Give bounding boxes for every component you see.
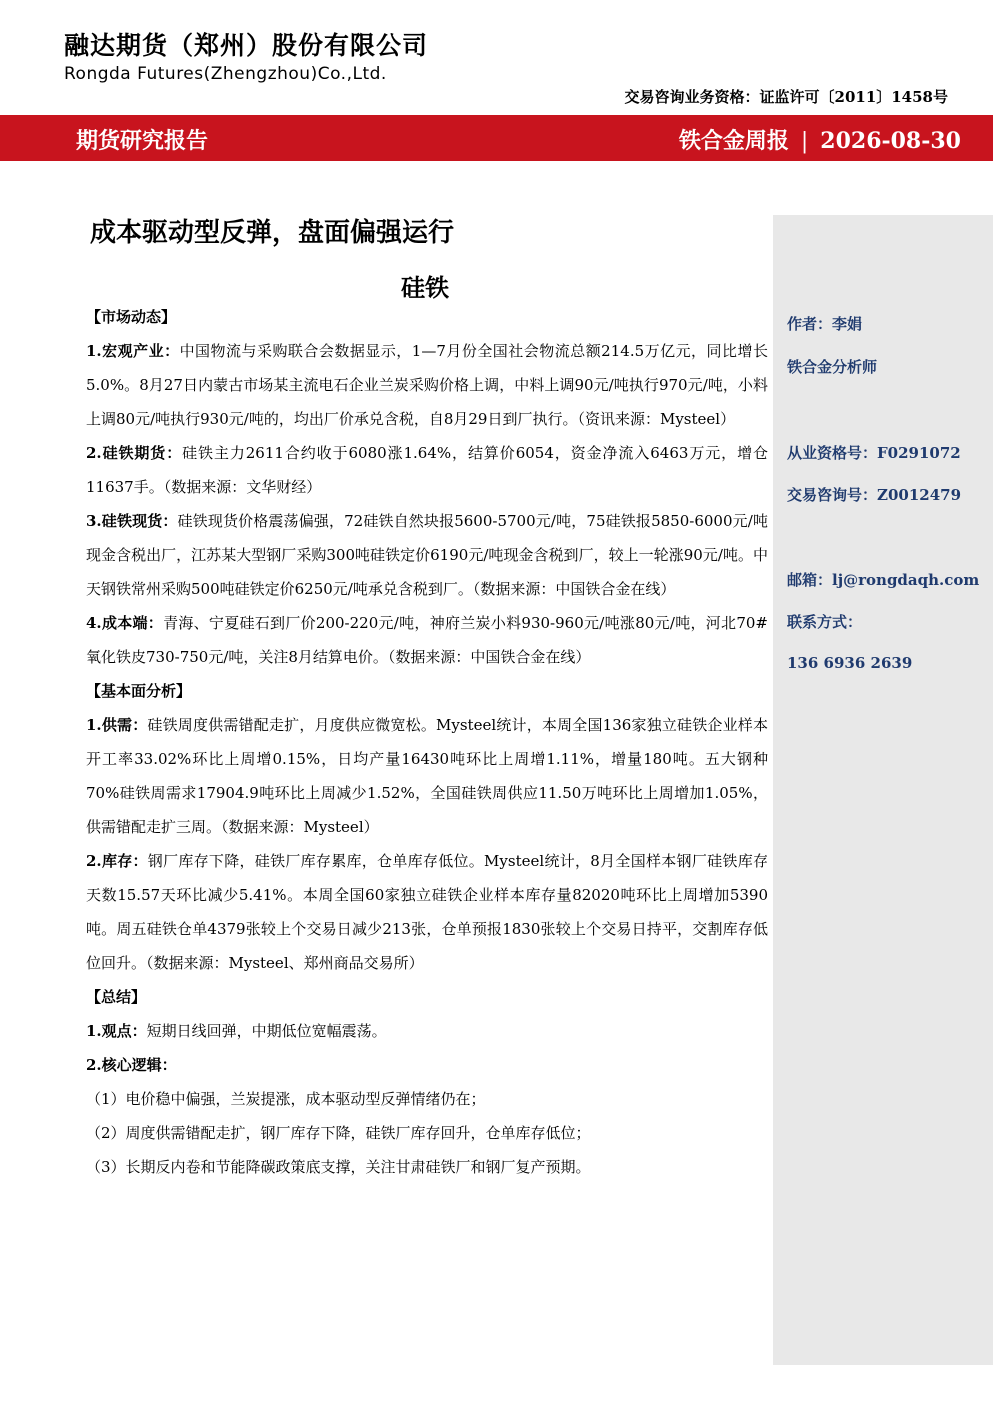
section-heading-summary: 【总结】 <box>86 988 147 1006</box>
banner-report-type: 铁合金周报 <box>678 128 789 154</box>
contact-label: 联系方式： <box>787 613 863 631</box>
paragraph-lead: 2.硅铁期货： <box>86 444 183 462</box>
paragraph-text: 硅铁现货价格震荡偏强，72硅铁自然块报5600-5700元/吨，75硅铁报5850-6000元/吨现金含税出厂，江苏某大型钢厂采购300吨硅铁定价6190元/吨现金含税到厂，较上一轮涨90元/吨。中天钢铁常州采购500吨硅铁定价6250元/吨承兑含税到厂。（数据来源：中国铁合金在线） <box>86 512 768 598</box>
report-banner <box>0 115 993 161</box>
report-body <box>86 300 768 1184</box>
paragraph-text: 钢厂库存下降，硅铁厂库存累库，仓单库存低位。Mysteel统计，8月全国样本钢厂硅铁库存天数15.57天环比减少5.41%。本周全国60家独立硅铁企业样本库存量82020吨环比上周增加5390吨。周五硅铁仓单4379张较上个交易日减少213张，仓单预报1830张较上个交易日持平，交割库存低位回升。（数据来源：Mysteel、郑州商品交易所） <box>86 852 768 972</box>
paragraph-spot <box>86 504 768 606</box>
author-role: 铁合金分析师 <box>787 358 878 376</box>
paragraph-text: 硅铁周度供需错配走扩，月度供应微宽松。Mysteel统计，本周全国136家独立硅铁企业样本开工率33.02%环比上周增0.15%，日均产量16430吨环比上周增1.11%，增量180吨。五大钢种70%硅铁周需求17904.9吨环比上周减少1.52%，全国硅铁周供应11.50万吨环比上周增加1.05%，供需错配走扩三周。（数据来源：Mysteel） <box>86 716 768 836</box>
contact-phone: 136 6936 2639 <box>787 654 913 672</box>
paragraph-supply-demand <box>86 708 768 844</box>
paragraph-lead: 3.硅铁现货： <box>86 512 178 530</box>
paragraph-text: 中国物流与采购联合会数据显示，1—7月份全国社会物流总额214.5万亿元，同比增长5.0%。8月27日内蒙古市场某主流电石企业兰炭采购价格上调，中料上调90元/吨执行970元/吨，小料上调80元/吨执行930元/吨的，均出厂价承兑含税，自8月29日到厂执行。（资讯来源：Mysteel） <box>86 342 768 428</box>
section-heading-fundamental: 【基本面分析】 <box>86 682 192 700</box>
logic-item: （1）电价稳中偏强，兰炭提涨，成本驱动型反弹情绪仍在； <box>86 1090 486 1108</box>
paragraph-lead: 1.观点： <box>86 1022 147 1040</box>
section-heading-market: 【市场动态】 <box>86 308 177 326</box>
paragraph-lead: 1.供需： <box>86 716 148 734</box>
report-title: 成本驱动型反弹，盘面偏强运行 <box>90 218 455 248</box>
qualification-number: 从业资格号：F0291072 <box>787 444 961 462</box>
author-sidebar <box>773 215 993 1365</box>
license-info: 交易咨询业务资格：证监许可〔2011〕1458号 <box>624 88 948 106</box>
paragraph-lead: 4.成本端： <box>86 614 164 632</box>
banner-separator: | <box>800 129 809 154</box>
paragraph-text: 硅铁主力2611合约收于6080涨1.64%，结算价6054，资金净流入6463万元，增仓11637手。（数据来源：文华财经） <box>86 444 768 496</box>
banner-report-category: 期货研究报告 <box>76 128 209 154</box>
company-name-en: Rongda Futures(Zhengzhou)Co.,Ltd. <box>64 64 387 84</box>
paragraph-view <box>86 1014 768 1048</box>
paragraph-inventory <box>86 844 768 980</box>
banner-report-info <box>679 124 961 155</box>
company-name-cn: 融达期货（郑州）股份有限公司 <box>64 31 429 60</box>
paragraph-lead: 2.库存： <box>86 852 148 870</box>
banner-report-date: 2026-08-30 <box>820 128 961 154</box>
consult-number: 交易咨询号：Z0012479 <box>787 486 962 504</box>
logic-item: （2）周度供需错配走扩，钢厂库存下降，硅铁厂库存回升，仓单库存低位； <box>86 1124 591 1142</box>
author-email[interactable]: 邮箱：lj@rongdaqh.com <box>787 571 980 589</box>
logic-item: （3）长期反内卷和节能降碳政策底支撑，关注甘肃硅铁厂和钢厂复产预期。 <box>86 1158 591 1176</box>
paragraph-futures <box>86 436 768 504</box>
report-subtitle: 硅铁 <box>401 273 449 302</box>
paragraph-core-logic: 2.核心逻辑： <box>86 1056 177 1074</box>
paragraph-macro <box>86 334 768 436</box>
author-name: 作者：李娟 <box>787 315 863 333</box>
paragraph-text: 短期日线回弹，中期低位宽幅震荡。 <box>146 1022 387 1040</box>
paragraph-text: 青海、宁夏硅石到厂价200-220元/吨，神府兰炭小料930-960元/吨涨80元/吨，河北70#氧化铁皮730-750元/吨，关注8月结算电价。（数据来源：中国铁合金在线） <box>86 614 768 666</box>
paragraph-cost <box>86 606 768 674</box>
paragraph-lead: 1.宏观产业： <box>86 342 180 360</box>
